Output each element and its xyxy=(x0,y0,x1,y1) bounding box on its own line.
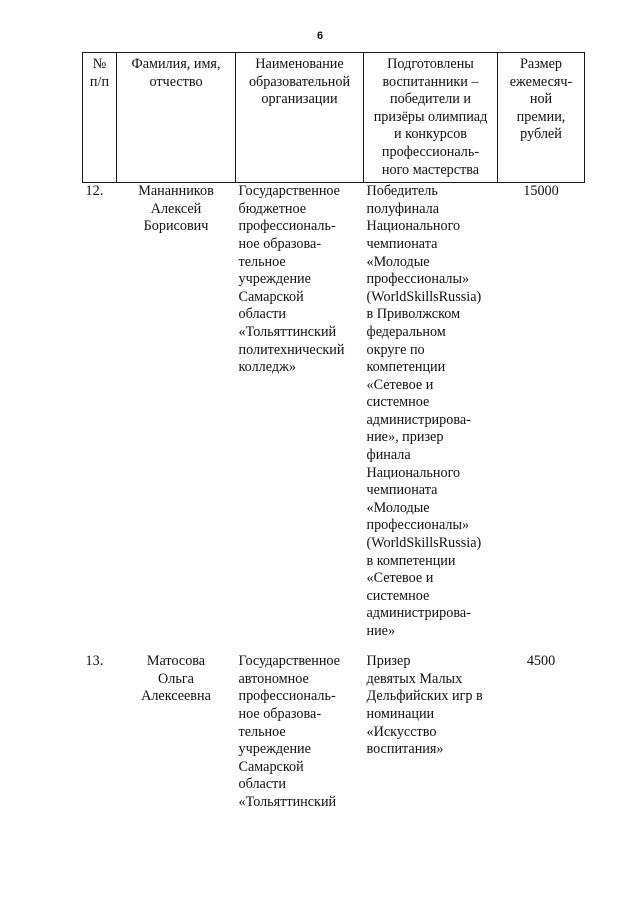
table-row xyxy=(83,653,585,811)
row-number: 13. xyxy=(85,653,104,670)
table-row xyxy=(83,183,585,654)
header-number: № п/п xyxy=(83,53,117,183)
organization-cell: Государственное бюджетное профессиональ- ное образова- тельное учреждение Самарской области «Тольяттинский политехнический колледж» xyxy=(238,183,345,376)
header-achievements: Подготовлены воспитанники – победители и призёры олимпиад и конкурсов профессиональ- ного мастерства xyxy=(364,53,498,183)
header-monthly-bonus: Размер ежемесяч- ной премии, рублей xyxy=(498,53,585,183)
row-number: 12. xyxy=(85,183,104,200)
table-header-row xyxy=(83,53,585,183)
page-number: 6 xyxy=(316,30,324,42)
organization-cell: Государственное автономное профессиональ- ное образова- тельное учреждение Самарской области «Тольяттинский xyxy=(238,653,340,810)
awards-table xyxy=(82,52,585,812)
header-full-name: Фамилия, имя, отчество xyxy=(117,53,236,183)
achievement-cell: Победитель полуфинала Национального чемпионата «Молодые профессионалы» (WorldSkillsRussia) в Приволжском федеральном округе по компетенции «Сетевое и системное администрирова- ние», призер финала Национального чемпионата «Молодые профессионалы» (WorldSkillsRussia) в компетенции «Сетевое и системное администрирова- ние» xyxy=(366,183,482,639)
full-name-cell: Матосова Ольга Алексеевна xyxy=(141,653,211,705)
amount-cell: 15000 xyxy=(523,183,559,200)
amount-cell: 4500 xyxy=(526,653,556,670)
achievement-cell: Призер девятых Малых Дельфийских игр в номинации «Искусство воспитания» xyxy=(366,653,483,758)
header-organization: Наименование образовательной организации xyxy=(236,53,364,183)
full-name-cell: Мананников Алексей Борисович xyxy=(138,183,214,235)
